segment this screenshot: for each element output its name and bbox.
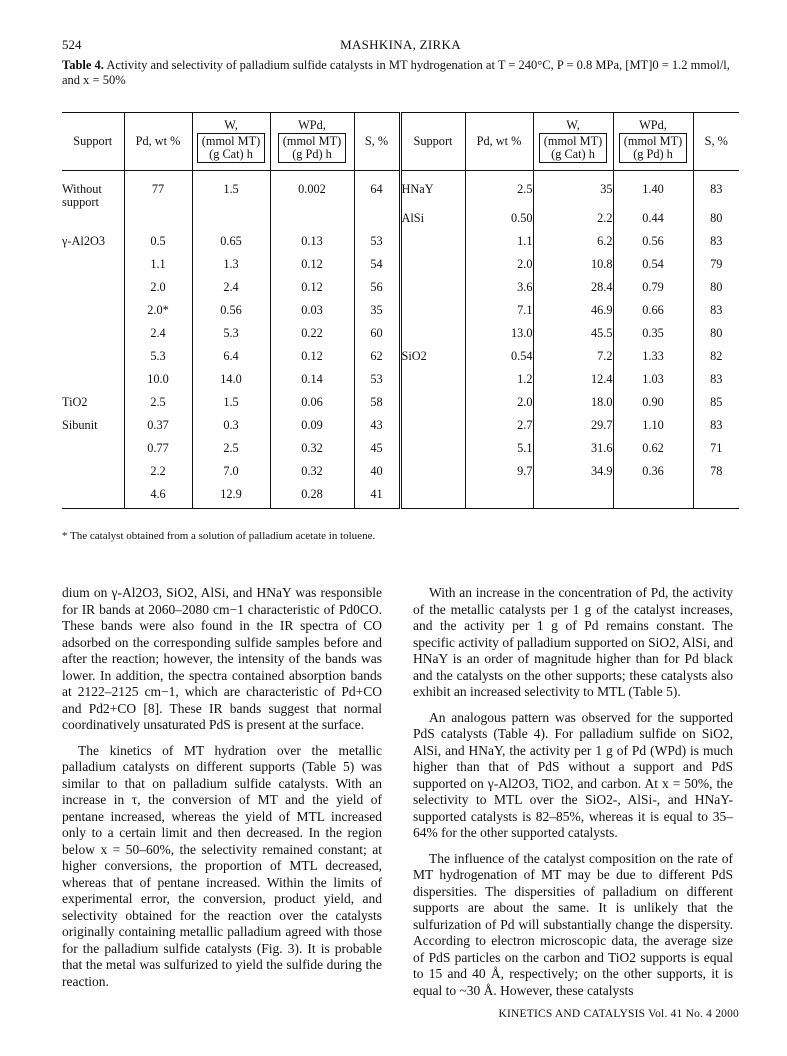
table-cell: TiO2 bbox=[62, 395, 88, 409]
table-cell bbox=[400, 301, 465, 324]
col-pd: Pd, wt % bbox=[124, 113, 192, 171]
table-cell: 2.5 bbox=[124, 393, 192, 416]
col-w-2: W, (mmol MT) (g Cat) h bbox=[533, 113, 613, 171]
table-row bbox=[62, 324, 739, 347]
table-cell: 60 bbox=[354, 324, 400, 347]
table-row bbox=[62, 416, 739, 439]
table-cell: 1.3 bbox=[192, 255, 270, 278]
table-label: Table 4. bbox=[62, 58, 104, 72]
table-cell: γ-Al2O3 bbox=[62, 234, 106, 248]
table-header-row bbox=[62, 113, 739, 171]
table-cell bbox=[62, 324, 124, 347]
table-cell: 80 bbox=[693, 209, 739, 232]
table-cell: 0.32 bbox=[270, 439, 354, 462]
col-support: Support bbox=[73, 134, 113, 148]
table-cell bbox=[354, 209, 400, 232]
table-cell: 6.2 bbox=[533, 232, 613, 255]
table-cell: 9.7 bbox=[465, 462, 533, 485]
table-cell bbox=[400, 255, 465, 278]
table-cell: 5.3 bbox=[124, 347, 192, 370]
table-cell: 0.54 bbox=[613, 255, 693, 278]
table-cell: 0.54 bbox=[465, 347, 533, 370]
table-cell: 0.35 bbox=[613, 324, 693, 347]
table-cell bbox=[400, 278, 465, 301]
table-cell: 83 bbox=[693, 232, 739, 255]
table-cell: 2.0 bbox=[465, 393, 533, 416]
table-cell bbox=[124, 209, 192, 232]
col-support-2: Support bbox=[400, 113, 465, 171]
table-cell: 80 bbox=[693, 278, 739, 301]
table-cell: 2.0 bbox=[124, 278, 192, 301]
table-cell bbox=[400, 485, 465, 508]
table-cell: 10.8 bbox=[533, 255, 613, 278]
table-cell: 2.2 bbox=[124, 462, 192, 485]
table-cell: 7.2 bbox=[533, 347, 613, 370]
table-cell: 6.4 bbox=[192, 347, 270, 370]
running-title: MASHKINA, ZIRKA bbox=[340, 37, 461, 52]
table-cell: 3.6 bbox=[465, 278, 533, 301]
col-wpd: WPd, (mmol MT) (g Pd) h bbox=[270, 113, 354, 171]
table-cell bbox=[613, 485, 693, 508]
table-row bbox=[62, 485, 739, 508]
table-cell bbox=[62, 462, 124, 485]
table-cell bbox=[62, 301, 124, 324]
paragraph: With an increase in the concentration of Pd, the activity of the metallic catalysts per 1 g of the catalyst increases, and the activity per 1 g of Pd remains constant. The specific activity of palladium supported on SiO2, AlSi, and HNaY is an order of magnitude higher than for Pd black and the catalysts on the other supports; these catalysts also exhibit an increased selectivity to MTL (Table 5). bbox=[413, 585, 733, 699]
table-cell bbox=[62, 439, 124, 462]
col-s-2: S, % bbox=[693, 113, 739, 171]
table-cell: 71 bbox=[693, 439, 739, 462]
table-cell bbox=[400, 393, 465, 416]
table-cell: 0.12 bbox=[270, 255, 354, 278]
table-cell bbox=[62, 370, 124, 393]
table-cell bbox=[270, 209, 354, 232]
table-cell: 28.4 bbox=[533, 278, 613, 301]
table-cell bbox=[533, 485, 613, 508]
table-cell: 2.4 bbox=[124, 324, 192, 347]
table-cell: Without support bbox=[62, 182, 102, 209]
page-number: 524 bbox=[62, 37, 82, 52]
table-cell: 35 bbox=[533, 171, 613, 210]
table-row bbox=[62, 232, 739, 255]
table-cell: 62 bbox=[354, 347, 400, 370]
table-cell: 0.22 bbox=[270, 324, 354, 347]
table-cell: 2.0 bbox=[465, 255, 533, 278]
table-cell bbox=[693, 485, 739, 508]
table-cell: 14.0 bbox=[192, 370, 270, 393]
table-cell bbox=[400, 370, 465, 393]
table-cell bbox=[400, 232, 465, 255]
body-column-left bbox=[62, 585, 382, 999]
col-wpd-2: WPd, (mmol MT) (g Pd) h bbox=[613, 113, 693, 171]
table-cell: 0.56 bbox=[192, 301, 270, 324]
table-cell: 0.12 bbox=[270, 278, 354, 301]
table-cell: 0.50 bbox=[465, 209, 533, 232]
table-cell: 4.6 bbox=[124, 485, 192, 508]
table-row bbox=[62, 393, 739, 416]
table-cell: 0.77 bbox=[124, 439, 192, 462]
table-cell: 0.44 bbox=[613, 209, 693, 232]
table-cell: 0.36 bbox=[613, 462, 693, 485]
table-footnote: * The catalyst obtained from a solution of palladium acetate in toluene. bbox=[62, 530, 376, 542]
table-cell: 64 bbox=[354, 171, 400, 210]
table-caption bbox=[62, 58, 739, 88]
table-cell: 83 bbox=[693, 171, 739, 210]
table-cell: 80 bbox=[693, 324, 739, 347]
col-s: S, % bbox=[354, 113, 400, 171]
page-header bbox=[62, 37, 739, 55]
table-cell: 35 bbox=[354, 301, 400, 324]
table-cell: 1.03 bbox=[613, 370, 693, 393]
table-cell: 0.56 bbox=[613, 232, 693, 255]
table-cell: 77 bbox=[124, 171, 192, 210]
table-row bbox=[62, 171, 739, 210]
table-cell: 1.5 bbox=[192, 171, 270, 210]
table-cell: 45 bbox=[354, 439, 400, 462]
table-cell: 0.14 bbox=[270, 370, 354, 393]
table-cell: 0.06 bbox=[270, 393, 354, 416]
table-cell: 83 bbox=[693, 416, 739, 439]
table-cell: 0.3 bbox=[192, 416, 270, 439]
table-cell: 40 bbox=[354, 462, 400, 485]
table-cell: 0.65 bbox=[192, 232, 270, 255]
table-cell: 0.66 bbox=[613, 301, 693, 324]
table-cell: 1.1 bbox=[465, 232, 533, 255]
table-cell: Sibunit bbox=[62, 418, 98, 432]
table-cell: 45.5 bbox=[533, 324, 613, 347]
table-row bbox=[62, 370, 739, 393]
journal-footer: KINETICS AND CATALYSIS Vol. 41 No. 4 2000 bbox=[498, 1008, 739, 1020]
table-cell: 0.13 bbox=[270, 232, 354, 255]
table-cell: 0.37 bbox=[124, 416, 192, 439]
table-cell: HNaY bbox=[400, 171, 465, 210]
table-cell: 12.4 bbox=[533, 370, 613, 393]
table-cell bbox=[62, 278, 124, 301]
table-cell bbox=[400, 439, 465, 462]
table-cell: 31.6 bbox=[533, 439, 613, 462]
table-cell: 0.002 bbox=[270, 171, 354, 210]
table-cell: 82 bbox=[693, 347, 739, 370]
paragraph: dium on γ-Al2O3, SiO2, AlSi, and HNaY was responsible for IR bands at 2060–2080 cm−1 characteristic of Pd0CO. These bands were also found in the IR spectra of CO adsorbed on the corresponding sulfide samples before and after the reaction; however, the intensity of the bands was lower. In addition, the spectra contained absorption bands at 2122–2125 cm−1, which are characteristic of Pd+CO and Pd2+CO [8]. These IR bands suggest that normal coordinatively unsaturated PdS is present at the surface. bbox=[62, 585, 382, 732]
table-cell: 5.3 bbox=[192, 324, 270, 347]
table-cell: 0.62 bbox=[613, 439, 693, 462]
table-cell: 1.1 bbox=[124, 255, 192, 278]
table-cell: 54 bbox=[354, 255, 400, 278]
table-cell: 0.5 bbox=[124, 232, 192, 255]
table-cell: 2.2 bbox=[533, 209, 613, 232]
table-cell bbox=[465, 485, 533, 508]
table-cell: 2.5 bbox=[465, 171, 533, 210]
table-cell: 83 bbox=[693, 370, 739, 393]
table-cell: 78 bbox=[693, 462, 739, 485]
table-cell: SiO2 bbox=[400, 347, 465, 370]
paragraph: The influence of the catalyst composition on the rate of MT hydrogenation of MT may be due to different PdS dispersities. The dispersities of palladium on different supports are about the same. It is unlikely that the sulfurization of Pd will substantially change the dispersity. According to electron microscopic data, the average size of PdS particles on the carbon and TiO2 supports is equal to 15 and 40 Å, respectively; on the other supports, it is equal to ~30 Å. However, these catalysts bbox=[413, 850, 733, 998]
table-caption-text: Activity and selectivity of palladium sulfide catalysts in MT hydrogenation at T = 240°C, P = 0.8 MPa, [MT]0 = 1.2 mmol/l, and x = 50% bbox=[62, 58, 730, 87]
table-cell bbox=[400, 416, 465, 439]
table-cell: 2.4 bbox=[192, 278, 270, 301]
col-w: W, (mmol MT) (g Cat) h bbox=[192, 113, 270, 171]
table-cell: 0.09 bbox=[270, 416, 354, 439]
table-cell: 2.0* bbox=[124, 301, 192, 324]
table-row bbox=[62, 255, 739, 278]
table-cell: 0.03 bbox=[270, 301, 354, 324]
table-row bbox=[62, 462, 739, 485]
paragraph: The kinetics of MT hydration over the metallic palladium catalysts on different supports (Table 5) was similar to that on palladium sulfide catalysts. With an increase in τ, the conversion of MT and the yield of pentane increased, whereas the yield of MTL increased only to a certain limit and then decreased. In the region below x = 50–60%, the selectivity remained constant; at higher conversions, the proportion of MTL decreased, whereas that of pentane increased. Within the limits of experimental error, the conversion, product yield, and selectivity obtained for the reaction over the catalysts originally containing metallic palladium agreed with those for the palladium sulfide catalysts (Fig. 3). It is probable that the metal was sulfurized to yield the sulfide during the reaction. bbox=[62, 742, 382, 989]
table-cell: 29.7 bbox=[533, 416, 613, 439]
table-cell: 53 bbox=[354, 232, 400, 255]
table-cell bbox=[400, 462, 465, 485]
table-cell: 34.9 bbox=[533, 462, 613, 485]
table-cell: 0.90 bbox=[613, 393, 693, 416]
table-cell: 1.2 bbox=[465, 370, 533, 393]
table-cell: 18.0 bbox=[533, 393, 613, 416]
body-column-right bbox=[413, 585, 733, 1008]
paragraph: An analogous pattern was observed for the supported PdS catalysts (Table 4). For palladium sulfide on SiO2, AlSi, and HNaY, the activity per 1 g of Pd (WPd) is much higher than that of PdS without a support and PdS supported on γ-Al2O3, TiO2, and carbon. At x = 50%, the selectivity to MTL over the SiO2-, AlSi-, and HNaY-supported catalysts is 82–85%, whereas it is equal to 35–64% for the other supported catalysts. bbox=[413, 709, 733, 840]
table-cell: 2.5 bbox=[192, 439, 270, 462]
table-cell: 12.9 bbox=[192, 485, 270, 508]
table-cell: 41 bbox=[354, 485, 400, 508]
table-row bbox=[62, 347, 739, 370]
table-cell: 2.7 bbox=[465, 416, 533, 439]
table-row bbox=[62, 439, 739, 462]
table-cell: 43 bbox=[354, 416, 400, 439]
table-cell bbox=[62, 347, 124, 370]
table-cell: 7.0 bbox=[192, 462, 270, 485]
table-cell: 1.40 bbox=[613, 171, 693, 210]
table-cell: 7.1 bbox=[465, 301, 533, 324]
table-cell: 53 bbox=[354, 370, 400, 393]
table-cell bbox=[62, 485, 124, 508]
table-cell: 0.32 bbox=[270, 462, 354, 485]
table-4 bbox=[62, 112, 739, 509]
table-cell bbox=[62, 209, 124, 232]
table-cell: 56 bbox=[354, 278, 400, 301]
table-cell: 46.9 bbox=[533, 301, 613, 324]
table-row bbox=[62, 278, 739, 301]
table-cell: 13.0 bbox=[465, 324, 533, 347]
table-cell bbox=[62, 255, 124, 278]
table-cell: 1.10 bbox=[613, 416, 693, 439]
table-cell: 0.12 bbox=[270, 347, 354, 370]
table-cell: 0.79 bbox=[613, 278, 693, 301]
table-cell: 5.1 bbox=[465, 439, 533, 462]
table-row bbox=[62, 209, 739, 232]
table-cell: 0.28 bbox=[270, 485, 354, 508]
col-pd-2: Pd, wt % bbox=[465, 113, 533, 171]
table-cell bbox=[400, 324, 465, 347]
table-cell: 79 bbox=[693, 255, 739, 278]
table-cell: 85 bbox=[693, 393, 739, 416]
table-cell: 10.0 bbox=[124, 370, 192, 393]
table-row bbox=[62, 301, 739, 324]
table-cell: 1.5 bbox=[192, 393, 270, 416]
table-cell: 58 bbox=[354, 393, 400, 416]
table-cell: AlSi bbox=[400, 209, 465, 232]
table-cell: 83 bbox=[693, 301, 739, 324]
table-cell: 1.33 bbox=[613, 347, 693, 370]
table-cell bbox=[192, 209, 270, 232]
